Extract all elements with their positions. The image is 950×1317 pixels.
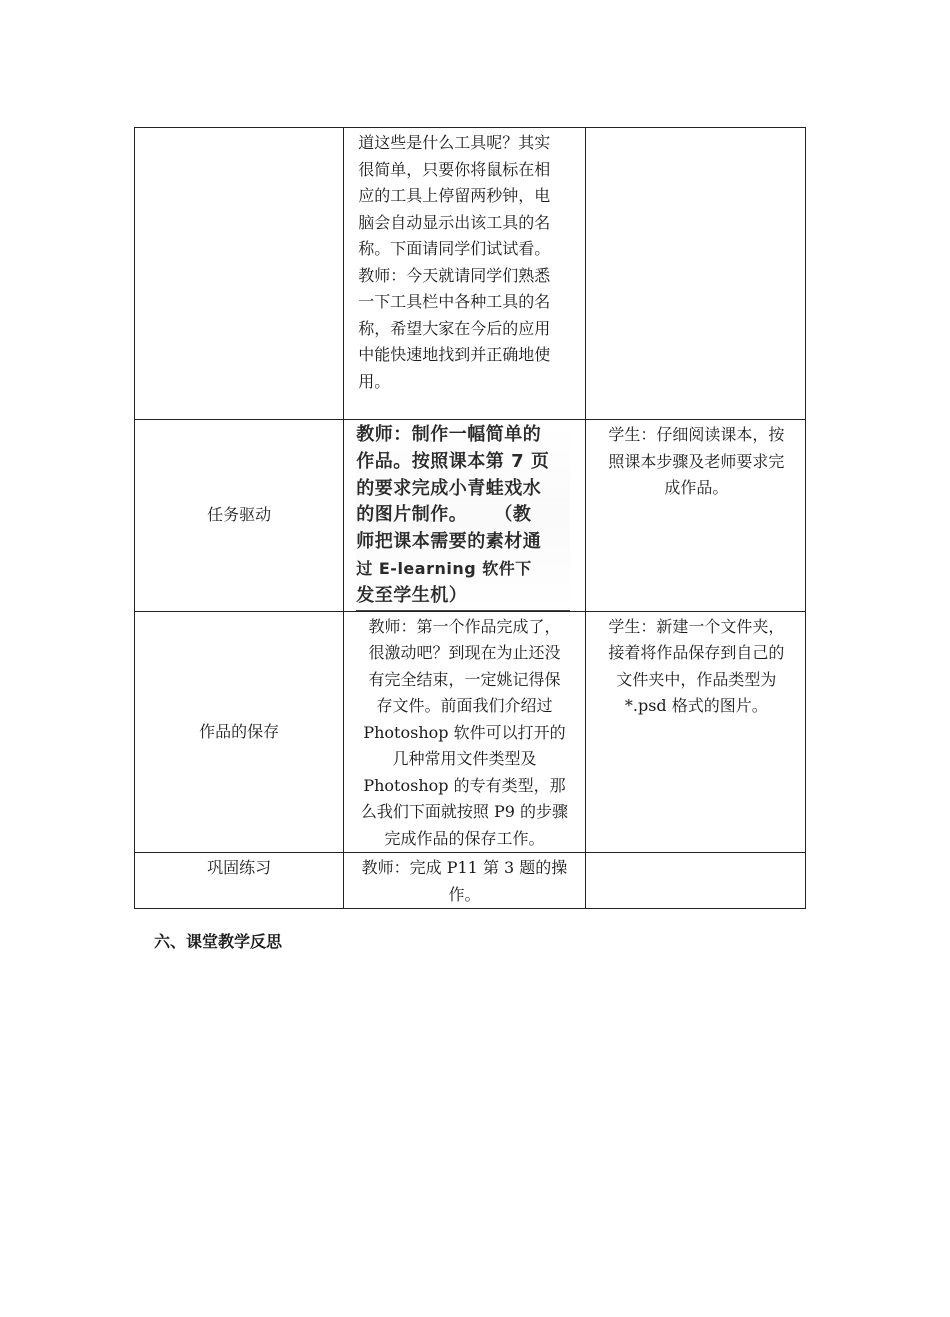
teacher-text-line: 几种常用文件类型及 <box>392 749 537 769</box>
student-text-line: *.psd 格式的图片。 <box>624 696 768 716</box>
student-activity-cell <box>585 853 805 909</box>
teacher-text-line: 脑会自动显示出该工具的名 <box>358 212 551 232</box>
teacher-text-line: 中能快速地找到并正确地使 <box>358 345 551 364</box>
student-activity-cell <box>585 611 805 853</box>
teacher-text-line: 教师：完成 P11 第 3 题的操 <box>361 858 568 878</box>
teacher-text-line: 教师：制作一幅简单的 <box>356 424 542 445</box>
teacher-text-line: 一下工具栏中各种工具的名 <box>358 292 551 311</box>
teacher-text-line: 称，希望大家在今后的应用 <box>358 318 551 338</box>
stage-cell <box>135 853 344 909</box>
student-text-line: 成作品。 <box>664 478 729 497</box>
teacher-text-line: 教师：第一个作品完成了， <box>368 616 561 636</box>
teacher-text-line: 作。 <box>448 884 481 904</box>
stage-cell <box>135 128 344 420</box>
teacher-text-line: 存文件。前面我们介绍过 <box>376 696 553 716</box>
teacher-text-line: 有完全结束，一定姚记得保 <box>368 669 561 689</box>
teacher-text-line: 完成作品的保存工作。 <box>384 828 545 848</box>
teacher-activity-cell <box>344 611 585 853</box>
teacher-text-line: 的要求完成小青蛙戏水 <box>356 477 542 499</box>
table-row <box>135 420 806 612</box>
teacher-text-line: 用。 <box>358 371 391 391</box>
teacher-activity-cell <box>344 128 585 420</box>
teacher-text-line: 师把课本需要的素材通 <box>356 531 542 553</box>
teacher-text-line: 很简单，只要你将鼠标在相 <box>358 159 551 179</box>
teacher-text-line: 道这些是什么工具呢？其实 <box>358 133 551 152</box>
stage-cell <box>135 611 344 853</box>
teacher-text-line: 称。下面请同学们试试看。 <box>358 239 551 258</box>
table-row <box>135 853 806 909</box>
stage-cell <box>135 420 344 612</box>
table-row <box>135 128 806 420</box>
student-text-line: 学生：新建一个文件夹， <box>608 616 785 636</box>
student-text-line: 照课本步骤及老师要求完 <box>608 451 785 471</box>
teacher-text-line: 很激动吧？到现在为止还没 <box>368 643 561 663</box>
student-activity-cell <box>585 128 805 420</box>
stage-label: 任务驱动 <box>207 505 272 525</box>
student-text-line: 学生：仔细阅读课本，按 <box>608 425 785 444</box>
teacher-text-line: Photoshop 软件可以打开的 <box>363 722 566 742</box>
stage-label: 巩固练习 <box>207 858 272 878</box>
teacher-text-line: 应的工具上停留两秒钟，电 <box>358 186 551 205</box>
teacher-activity-cell <box>344 853 585 909</box>
stage-label: 作品的保存 <box>199 721 280 741</box>
student-activity-cell <box>585 420 805 612</box>
teacher-text-line: 么我们下面就按照 P9 的步骤 <box>360 802 569 822</box>
teacher-text-line: 作品。按照课本第 7 页 <box>356 450 550 472</box>
lesson-plan-table <box>134 127 806 909</box>
teacher-text-line: 发至学生机） <box>356 584 468 606</box>
student-text-line: 文件夹中，作品类型为 <box>616 669 777 689</box>
teacher-text-line: 过 E-learning 软件下 <box>356 558 532 578</box>
teacher-text-line: 的图片制作。 （教 <box>356 504 532 526</box>
table-row <box>135 611 806 853</box>
student-text-line: 接着将作品保存到自己的 <box>608 643 785 663</box>
section-heading: 六、课堂教学反思 <box>154 932 283 951</box>
teacher-text-line: 教师：今天就请同学们熟悉 <box>358 265 551 285</box>
pasted-text-image <box>356 422 570 611</box>
teacher-text-line: Photoshop 的专有类型，那 <box>363 775 566 795</box>
teacher-activity-cell <box>344 420 585 612</box>
